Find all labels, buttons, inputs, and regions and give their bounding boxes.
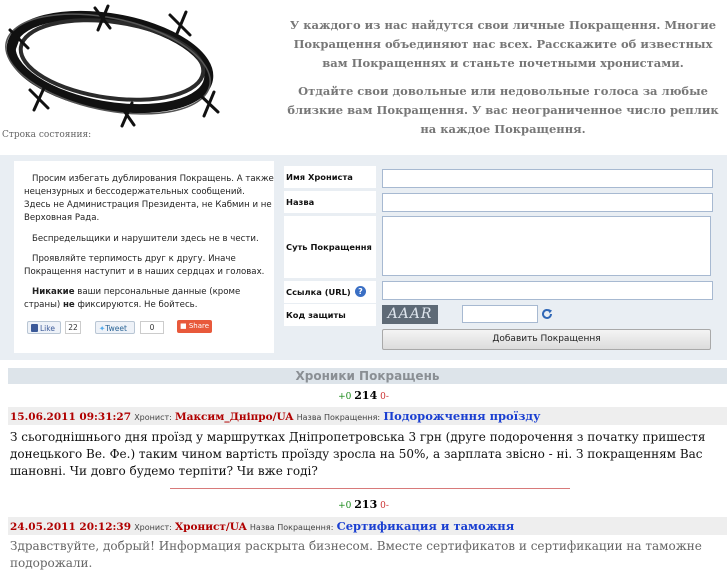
- entry-header: [8, 407, 727, 425]
- security-code-input[interactable]: [462, 305, 538, 323]
- rules-paragraph: Беспредельщики и нарушители здесь не в чести.: [32, 234, 259, 244]
- vote-down-link[interactable]: 0-: [380, 392, 389, 402]
- share-icon: ■: [179, 322, 187, 330]
- name-label: Назва Покращення:: [296, 413, 381, 422]
- vote-up-link[interactable]: +0: [338, 392, 352, 402]
- rules-bold: не: [62, 300, 75, 310]
- like-label: Like: [40, 324, 55, 333]
- rules-bold: Никакие: [32, 287, 75, 297]
- name-label: Назва Покращення:: [249, 523, 334, 532]
- chronist-label: Хронист:: [134, 413, 172, 422]
- twitter-icon: ✦: [99, 324, 106, 333]
- entry-title[interactable]: Сертификация и таможня: [336, 519, 515, 533]
- captcha-image: AAAR: [382, 305, 438, 324]
- entry-title[interactable]: Подорожчення проїзду: [383, 409, 541, 423]
- status-line-label: Строка состояния:: [2, 130, 92, 140]
- intro-text: [283, 16, 723, 148]
- share-button[interactable]: [177, 320, 212, 333]
- chronist-name-label: Имя Хрониста: [284, 166, 376, 188]
- url-input[interactable]: [382, 281, 713, 300]
- barbed-wire-logo: [0, 0, 240, 130]
- essence-label: Суть Покращення: [284, 216, 376, 278]
- tweet-count: 0: [140, 321, 164, 334]
- security-code-label: Код защиты: [284, 304, 376, 326]
- facebook-icon: [31, 324, 38, 332]
- help-icon[interactable]: ?: [355, 286, 366, 297]
- share-label: Share: [188, 322, 210, 330]
- facebook-like-button[interactable]: [27, 321, 61, 334]
- vote-score: 214: [354, 389, 378, 402]
- chronicles-title: Хроники Покращень: [8, 368, 727, 384]
- like-count: 22: [65, 321, 81, 334]
- vote-up-link[interactable]: +0: [338, 501, 352, 511]
- pokrashchennya-name-label: Назва: [284, 191, 376, 213]
- entry-divider: [170, 488, 570, 489]
- intro-paragraph: У каждого из нас найдутся свои личные Покращення. Многие Покращення объединяют нас всех. Расскажите об известных вам Покращеннях и станьте почетными хронистами.: [289, 18, 717, 70]
- vote-score: 213: [354, 498, 378, 511]
- tweet-label: Tweet: [105, 324, 127, 333]
- entry-author: Хронист/UA: [175, 521, 247, 533]
- entry-date: 24.05.2011 20:12:39: [10, 521, 132, 533]
- tweet-button[interactable]: [95, 321, 135, 334]
- vote-widget: [0, 498, 727, 511]
- refresh-captcha-icon[interactable]: [541, 308, 553, 320]
- entry-text: З сьогоднішнього дня проїзд у маршрутках Дніпропетровська 3 грн (друге подорочення з початку пришестя донецького Ве. Фе.) таким чином вартість проїзду зросла на 50%, а зарплата звісно - ні. З покращенням Вас шановні. Чи довго будемо терпіти? Чи вже годі?: [10, 430, 706, 478]
- chronist-label: Хронист:: [134, 523, 172, 532]
- entry-header: [8, 517, 727, 535]
- vote-widget: [0, 389, 727, 402]
- barbed-wire-icon: [0, 0, 240, 130]
- chronist-name-input[interactable]: [382, 169, 713, 188]
- url-label: Ссылка (URL): [284, 281, 376, 303]
- intro-paragraph: Отдайте свои довольные или недовольные голоса за любые близкие вам Покращення. У вас неограниченное число реплик на каждое Покращення.: [287, 84, 719, 136]
- rules-paragraph: Просим избегать дублирования Покращень. А также нецензурных и бессодержательных сообщений. Здесь не Администрация Президента, не Кабмин и не Верховная Рада.: [24, 174, 274, 223]
- rules-paragraph: Проявляйте терпимость друг к другу. Иначе Покращення наступит и в наших сердцах и головах.: [24, 254, 265, 277]
- add-pokrashchennya-button[interactable]: Добавить Покращення: [382, 329, 711, 350]
- entry-author: Максим_Дніпро/UA: [175, 411, 294, 423]
- rules-paragraph: [24, 286, 274, 312]
- essence-textarea[interactable]: [382, 216, 711, 276]
- vote-down-link[interactable]: 0-: [380, 501, 389, 511]
- rules-text: ваши персональные данные (кроме страны): [24, 287, 241, 310]
- pokrashchennya-name-input[interactable]: [382, 193, 713, 212]
- entry-date: 15.06.2011 09:31:27: [10, 411, 132, 423]
- entry-text: Здравствуйте, добрый! Информация раскрыта бизнесом. Вместе сертификатов и сертификации на таможне подорожали.: [10, 539, 702, 570]
- rules-text: фиксируются. Не бойтесь.: [74, 300, 198, 310]
